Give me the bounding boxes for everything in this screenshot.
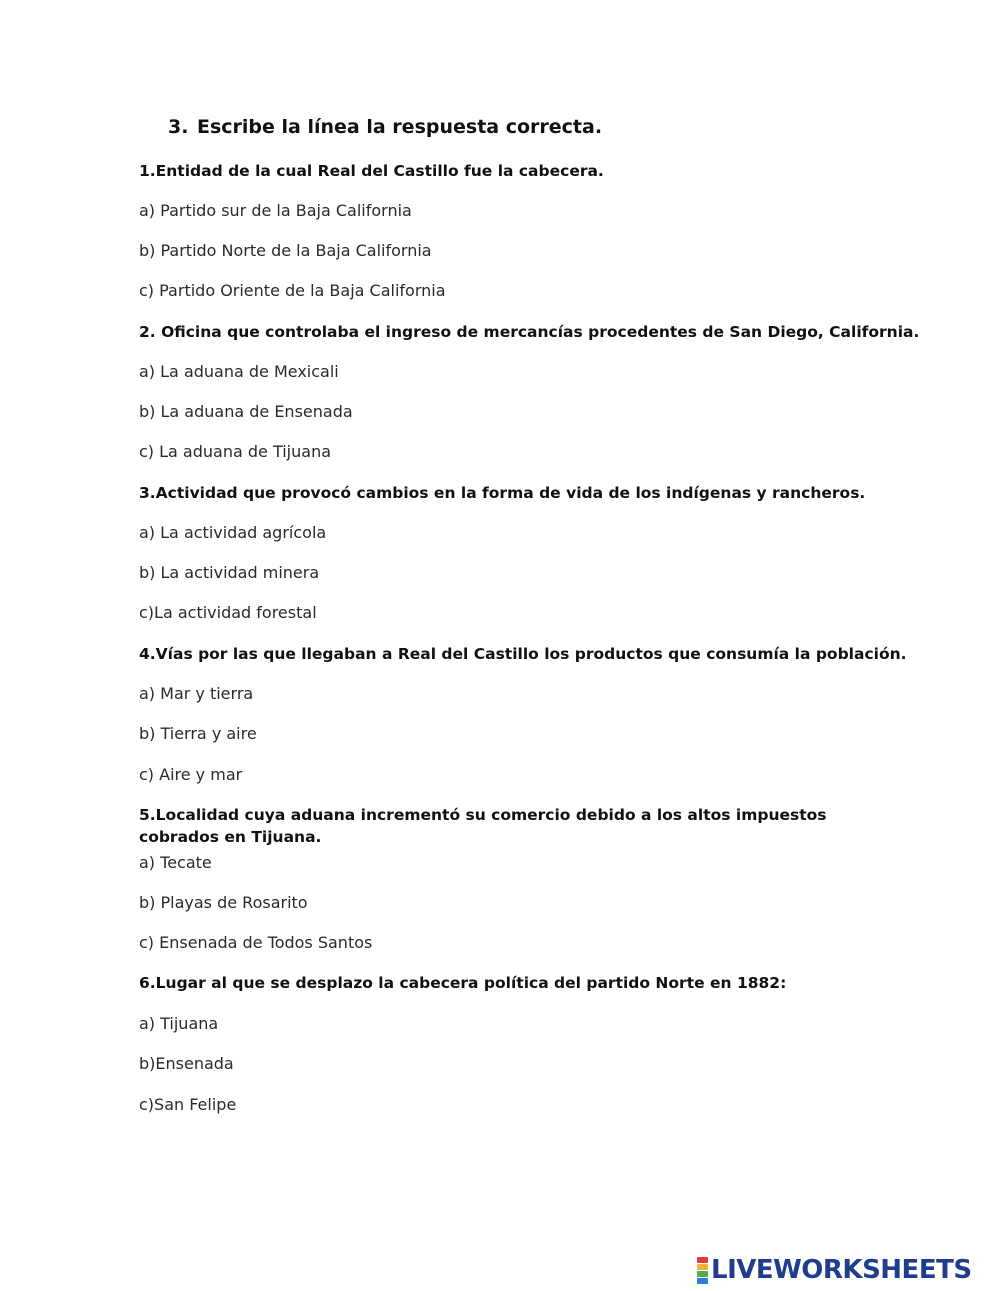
option-1a[interactable]: a) Partido sur de la Baja California <box>139 201 412 220</box>
section-number: 3. <box>168 116 189 138</box>
option-1c[interactable]: c) Partido Oriente de la Baja California <box>139 281 446 300</box>
option-4c[interactable]: c) Aire y mar <box>139 765 243 784</box>
option-4a[interactable]: a) Mar y tierra <box>139 684 254 703</box>
question-1: 1.Entidad de la cual Real del Castillo fue la cabecera. <box>139 162 604 180</box>
question-2: 2. Oficina que controlaba el ingreso de mercancías procedentes de San Diego, California. <box>139 323 920 341</box>
logo-cube-blue <box>697 1278 708 1284</box>
option-5b[interactable]: b) Playas de Rosarito <box>139 893 308 912</box>
liveworksheets-logo <box>697 1254 972 1286</box>
option-1b[interactable]: b) Partido Norte de la Baja California <box>139 241 432 260</box>
option-6a[interactable]: a) Tijuana <box>139 1014 219 1033</box>
option-3a[interactable]: a) La actividad agrícola <box>139 523 327 542</box>
logo-cube-red <box>697 1257 708 1263</box>
option-5a[interactable]: a) Tecate <box>139 853 212 872</box>
section-title <box>168 116 602 138</box>
logo-text: LIVEWORKSHEETS <box>711 1255 972 1285</box>
option-3c[interactable]: c)La actividad forestal <box>139 603 317 622</box>
option-5c[interactable]: c) Ensenada de Todos Santos <box>139 933 373 952</box>
section-title-text: Escribe la línea la respuesta correcta. <box>197 116 603 138</box>
question-3: 3.Actividad que provocó cambios en la forma de vida de los indígenas y rancheros. <box>139 484 866 502</box>
question-4: 4.Vías por las que llegaban a Real del Castillo los productos que consumía la población. <box>139 645 907 663</box>
question-6: 6.Lugar al que se desplazo la cabecera política del partido Norte en 1882: <box>139 974 787 992</box>
logo-cubes-icon <box>697 1257 708 1284</box>
question-5: 5.Localidad cuya aduana incrementó su comercio debido a los altos impuestos cobrados en Tijuana. <box>139 806 827 846</box>
option-2a[interactable]: a) La aduana de Mexicali <box>139 362 339 381</box>
option-6b[interactable]: b)Ensenada <box>139 1054 234 1073</box>
option-4b[interactable]: b) Tierra y aire <box>139 724 257 743</box>
option-6c[interactable]: c)San Felipe <box>139 1095 237 1114</box>
option-2c[interactable]: c) La aduana de Tijuana <box>139 442 332 461</box>
option-2b[interactable]: b) La aduana de Ensenada <box>139 402 353 421</box>
logo-cube-green <box>697 1271 708 1277</box>
option-3b[interactable]: b) La actividad minera <box>139 563 320 582</box>
logo-cube-yellow <box>697 1264 708 1270</box>
